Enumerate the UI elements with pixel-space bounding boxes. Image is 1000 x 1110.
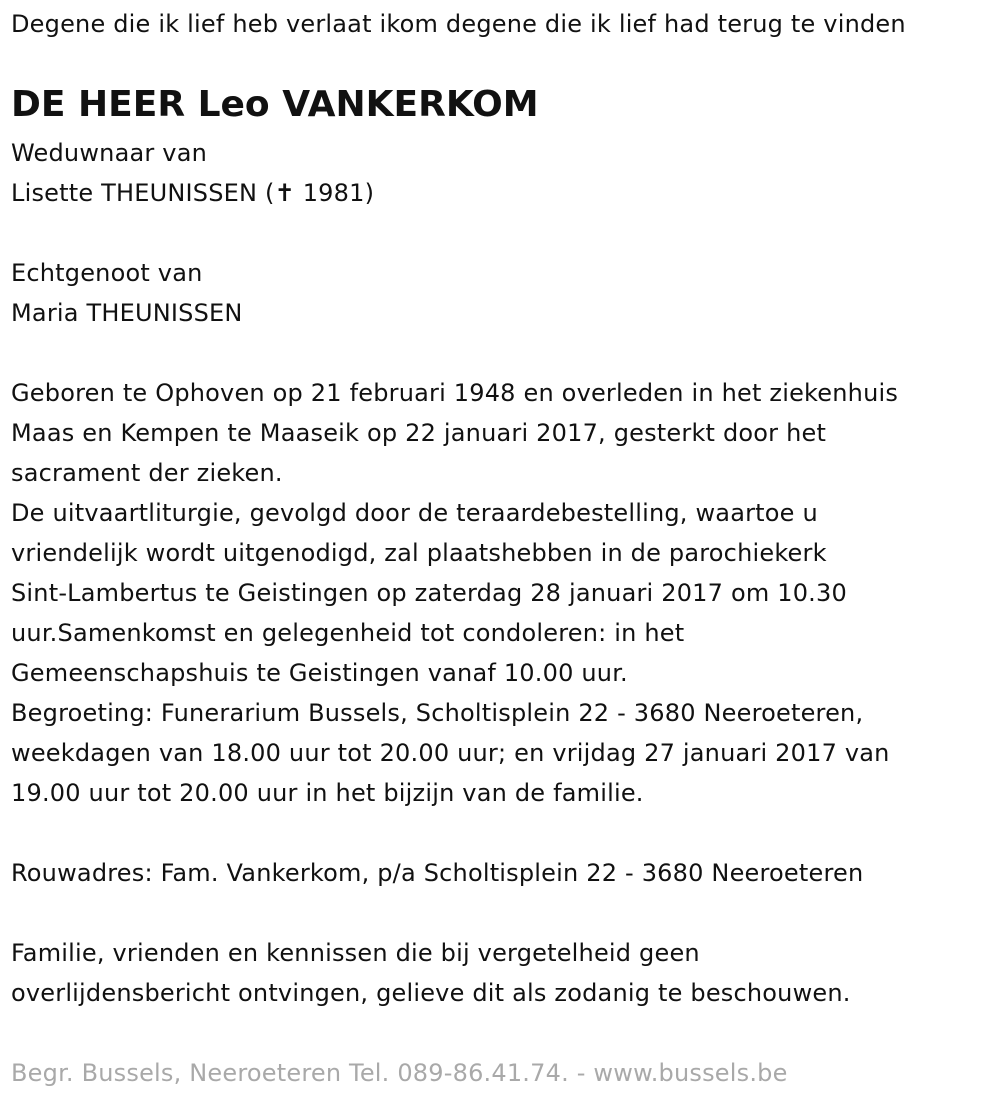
details-line: 19.00 uur tot 20.00 uur in het bijzijn van de familie. [11, 779, 644, 807]
mourning-address: Rouwadres: Fam. Vankerkom, p/a Scholtisplein 22 - 3680 Neeroeteren [11, 859, 864, 887]
widower-block [11, 133, 374, 213]
details-line: vriendelijk wordt uitgenodigd, zal plaatshebben in de parochiekerk [11, 539, 827, 567]
spouse-block [11, 253, 243, 333]
widower-of: Lisette THEUNISSEN (✝ 1981) [11, 179, 375, 207]
details-line: Begroeting: Funerarium Bussels, Scholtisplein 22 - 3680 Neeroeteren, [11, 699, 864, 727]
address-block [11, 853, 863, 893]
details-line: Sint-Lambertus te Geistingen op zaterdag 28 januari 2017 om 10.30 [11, 579, 847, 607]
notice-line: Familie, vrienden en kennissen die bij vergetelheid geen [11, 939, 700, 967]
notice-block [11, 933, 851, 1013]
details-line: De uitvaartliturgie, gevolgd door de teraardebestelling, waartoe u [11, 499, 818, 527]
notice-line: overlijdensbericht ontvingen, gelieve dit als zodanig te beschouwen. [11, 979, 851, 1007]
details-block [11, 373, 898, 813]
widower-label: Weduwnaar van [11, 139, 208, 167]
details-line: Gemeenschapshuis te Geistingen vanaf 10.00 uur. [11, 659, 628, 687]
funeral-home-footer: Begr. Bussels, Neeroeteren Tel. 089-86.41.74. - www.bussels.be [11, 1059, 788, 1087]
details-line: sacrament der zieken. [11, 459, 283, 487]
deceased-name: DE HEER Leo VANKERKOM [11, 84, 539, 125]
spouse-name: Maria THEUNISSEN [11, 299, 243, 327]
details-line: weekdagen van 18.00 uur tot 20.00 uur; en vrijdag 27 januari 2017 van [11, 739, 890, 767]
details-line: Maas en Kempen te Maaseik op 22 januari 2017, gesterkt door het [11, 419, 827, 447]
details-line: Geboren te Ophoven op 21 februari 1948 en overleden in het ziekenhuis [11, 379, 899, 407]
motto-text: Degene die ik lief heb verlaat ikom degene die ik lief had terug te vinden [11, 10, 906, 38]
spouse-label: Echtgenoot van [11, 259, 203, 287]
details-line: uur.Samenkomst en gelegenheid tot condoleren: in het [11, 619, 685, 647]
